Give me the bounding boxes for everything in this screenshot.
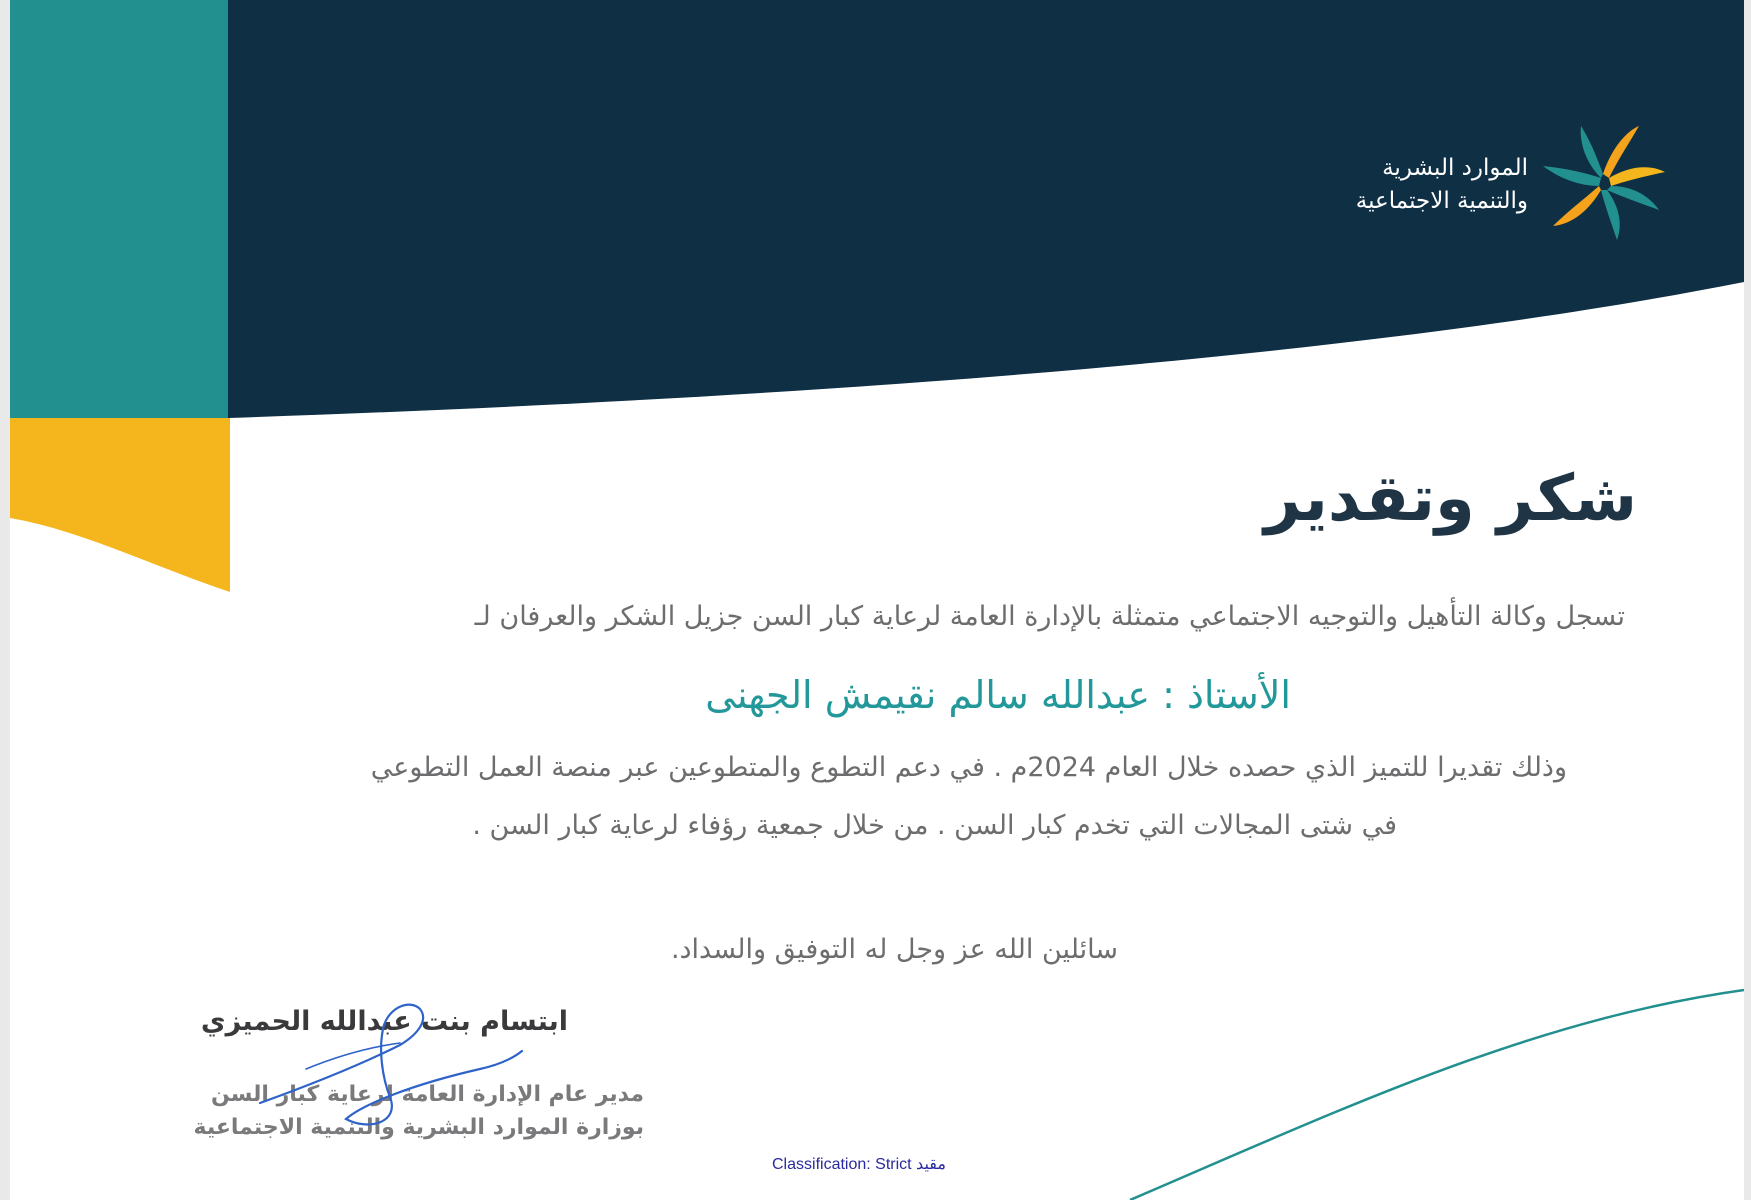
certificate-title: شكر وتقدير — [1264, 462, 1637, 536]
handwritten-signature — [250, 985, 530, 1135]
body-text-line2: في شتى المجالات التي تخدم كبار السن . من خلال جمعية رؤفاء لرعاية كبار السن . — [472, 810, 1397, 841]
closing-text: سائلين الله عز وجل له التوفيق والسداد. — [670, 934, 1118, 965]
signatory-title-line2: بوزارة الموارد البشرية والتنمية الاجتماعية — [193, 1115, 644, 1140]
teal-accent-line — [1130, 990, 1744, 1200]
logo-line1: الموارد البشرية — [1382, 155, 1528, 181]
signatory-name: ابتسام بنت عبدالله الحميزي — [200, 1006, 568, 1037]
ministry-logo — [1268, 120, 1668, 250]
intro-text: تسجل وكالة التأهيل والتوجيه الاجتماعي متمثلة بالإدارة العامة لرعاية كبار السن جزيل الشكر والعرفان لـ — [474, 601, 1625, 632]
logo-text — [1356, 152, 1528, 218]
teal-band — [10, 0, 230, 420]
classification-label: Classification: Strict مقيد — [772, 1156, 946, 1173]
certificate-page — [10, 0, 1744, 1200]
logo-line2: والتنمية الاجتماعية — [1355, 188, 1528, 214]
signatory-title-line1: مدير عام الإدارة العامة لرعاية كبار السن — [210, 1082, 644, 1107]
yellow-wave — [10, 418, 230, 592]
recipient-name: الأستاذ : عبدالله سالم نقيمش الجهنى — [705, 673, 1291, 717]
ministry-star-icon — [1538, 120, 1668, 240]
body-text-line1: وذلك تقديرا للتميز الذي حصده خلال العام 2024م . في دعم التطوع والمتطوعين عبر منصة العمل التطوعي — [370, 752, 1567, 783]
